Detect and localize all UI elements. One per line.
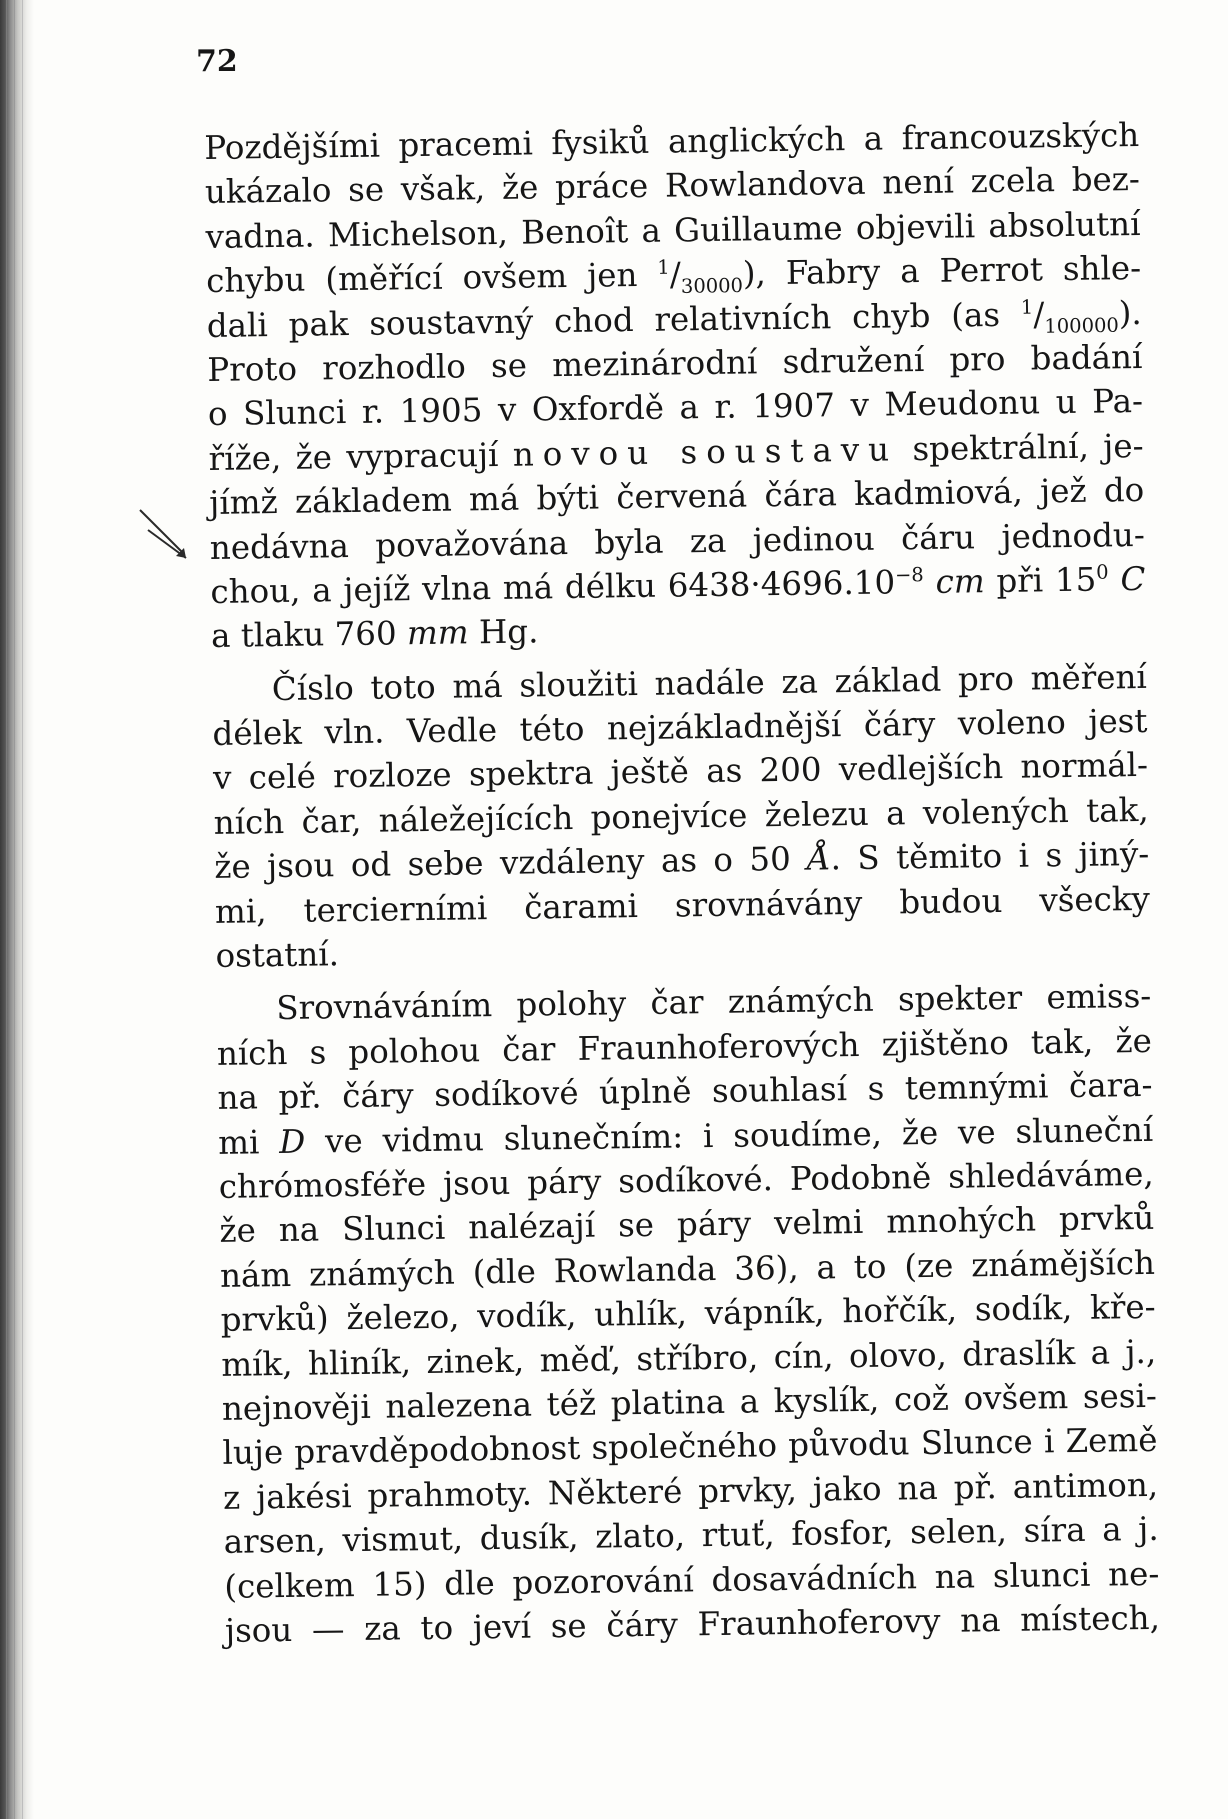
- fraction-denominator: 100000: [1044, 313, 1120, 338]
- text-line: v celé rozloze spektra ještě as 200 vedlejších normál-: [212, 746, 1149, 798]
- text-line: (celkem 15) dle pozorování dosavádních na slunci ne-: [224, 1554, 1160, 1606]
- text-line: chou, a jejíž vlna má délku $6438\cdot 4696.10^{-8}$ cm při $15^0$ C: [210, 559, 1146, 611]
- text-line: jímž základem má býti červená čára kadmiová, jež do: [209, 471, 1145, 523]
- margin-arrow-icon: [136, 506, 196, 566]
- fraction-slash: /: [669, 255, 682, 294]
- text-line: vadna. Michelson, Benoît a Guillaume objevili absolutní: [205, 204, 1141, 256]
- fraction-numerator: 1: [1020, 295, 1034, 319]
- text-line: Srovnáváním polohy čar známých spekter emiss-: [276, 977, 1152, 1028]
- text-line: Číslo toto má sloužiti nadále za základ pro měření: [271, 657, 1148, 708]
- text-line: dali pak soustavný chod relativních chyb (as $^1/_{100000}$).: [206, 293, 1142, 345]
- text-line: nám známých (dle Rowlanda 36), a to (ze známějších: [219, 1243, 1156, 1295]
- binding-edge-line: [6, 0, 7, 1819]
- degree-sign: 0: [1096, 560, 1109, 584]
- fraction-numerator: 1: [657, 255, 670, 280]
- body-text: [204, 113, 1160, 1653]
- text-line: nejnověji nalezena též platina a kyslík, což ovšem sesi-: [221, 1376, 1158, 1428]
- text-line: Proto rozhodlo se mezinárodní sdružení pro badání: [207, 337, 1143, 389]
- fraction-denominator: 30000: [680, 274, 744, 299]
- unit-italic: mm: [406, 613, 469, 653]
- text-line: o Slunci r. 1905 v Oxfordě a r. 1907 v Meudonu u Pa-: [207, 382, 1144, 434]
- text-line: arsen, vismut, dusík, zlato, rtuť, fosfor, selen, síra a j.: [223, 1509, 1159, 1561]
- symbol-italic: D: [278, 1122, 306, 1161]
- exponent: −8: [894, 563, 924, 587]
- text-line: ních čar, náležejících ponejvíce železu a volených tak,: [213, 790, 1149, 842]
- text-line: délek vln. Vedle této nejzákladnější čáry voleno jest: [212, 701, 1148, 754]
- text-line: chybu (měřící ovšem jen $^1/_{30000}$), Fabry a Perrot shle-: [205, 249, 1142, 301]
- binding-edge-line: [14, 0, 15, 1819]
- text-line: nedávna považována byla za jedinou čáru jednodu-: [209, 515, 1146, 567]
- text-line: ních s polohou čar Fraunhoferových zjištěno tak, že: [216, 1021, 1153, 1073]
- text-line: prvků) železo, vodík, uhlík, vápník, hořčík, sodík, kře-: [220, 1287, 1156, 1340]
- text-line: mi D ve vidmu slunečním: i soudíme, že ve sluneční: [217, 1110, 1154, 1162]
- text-line: že na Slunci nalézají se páry velmi mnohých prvků: [219, 1199, 1155, 1251]
- text-line: na př. čáry sodíkové úplně souhlasí s temnými čara-: [217, 1066, 1153, 1118]
- binding-edge-line: [22, 0, 23, 1819]
- text-line: říže, že vypracují novou soustavu spektrální, je-: [208, 426, 1144, 478]
- text-line: a tlaku 760 mm Hg.: [210, 612, 539, 656]
- unit-italic: Å: [806, 839, 831, 878]
- unit-italic: C: [1120, 559, 1146, 599]
- emphasized-text: novou soustavu: [512, 430, 899, 474]
- text-line: mík, hliník, zinek, měď, stříbro, cín, olovo, draslík a j.,: [221, 1332, 1157, 1384]
- text-line: chrómosféře jsou páry sodíkové. Podobně shledáváme,: [218, 1154, 1154, 1206]
- text-line: Pozdějšími pracemi fysiků anglických a francouzských: [204, 115, 1140, 167]
- text-line: jsou — za to jeví se čáry Fraunhoferovy na místech,: [224, 1598, 1161, 1650]
- unit-italic: cm: [935, 562, 985, 601]
- text-line: mi, tercierními čarami srovnávány budou všecky: [214, 879, 1151, 931]
- text-line: z jakési prahmoty. Některé prvky, jako na př. antimon,: [222, 1465, 1159, 1517]
- text-line: ukázalo se však, že práce Rowlandova není zcela bez-: [204, 160, 1141, 212]
- text-line: ostatní.: [215, 935, 340, 975]
- fraction-slash: /: [1033, 294, 1045, 334]
- text-line: luje pravděpodobnost společného původu Slunce i Země: [222, 1421, 1158, 1473]
- page-number: 72: [196, 44, 238, 79]
- text-line: že jsou od sebe vzdáleny as o 50 Å. S těmito i s jiný-: [214, 835, 1150, 887]
